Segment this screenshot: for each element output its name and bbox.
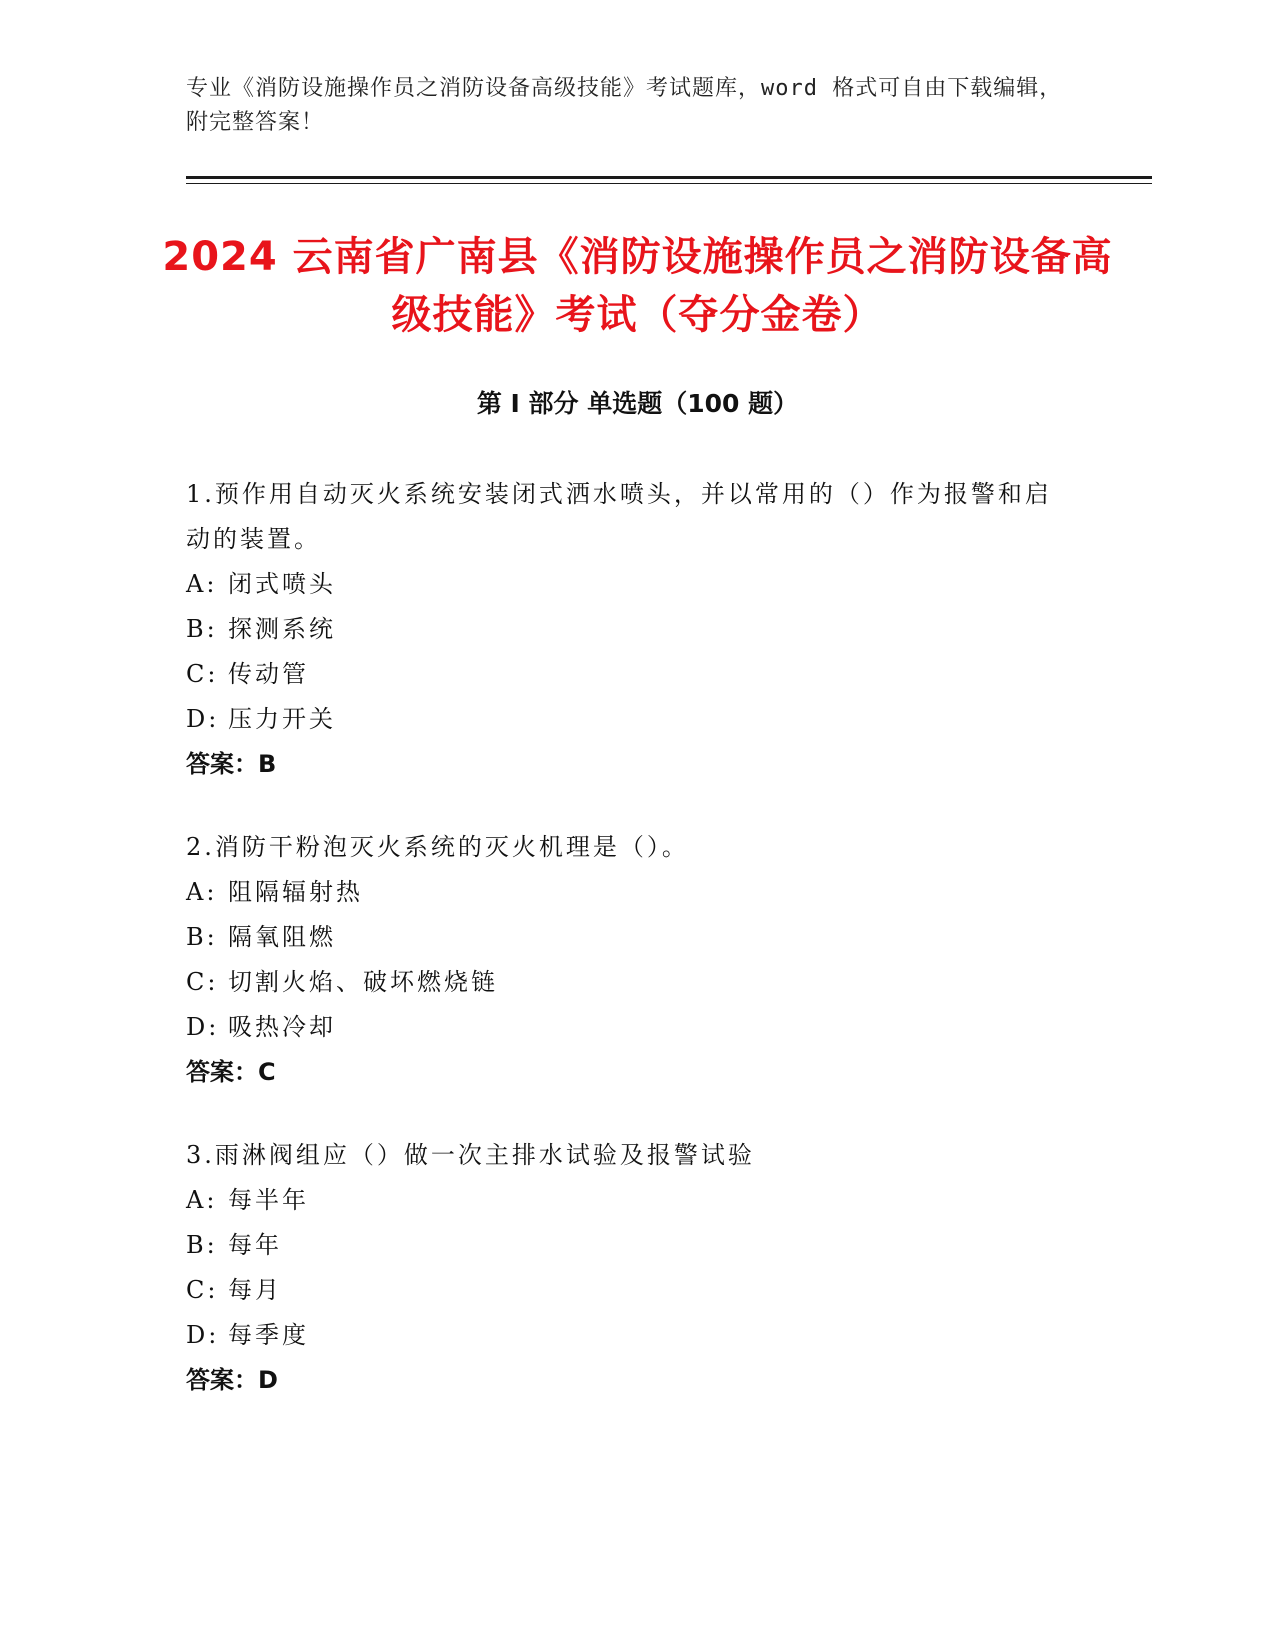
question-1 [186, 472, 1066, 787]
document-header-note: 专业《消防设施操作员之消防设备高级技能》考试题库，word 格式可自由下载编辑，附完整答案！ [186, 76, 1063, 135]
option-key: A: [186, 1186, 218, 1214]
option-b [186, 607, 1066, 652]
option-b [186, 915, 1066, 960]
option-d [186, 1313, 1066, 1358]
option-text: 闭式喷头 [228, 570, 336, 598]
option-key: B: [186, 1231, 218, 1259]
answer-line: 答案：B [186, 750, 277, 778]
header-divider-thick [186, 176, 1152, 179]
option-key: D: [186, 1013, 220, 1041]
answer-line: 答案：D [186, 1366, 278, 1394]
option-key: C: [186, 968, 219, 996]
option-text: 探测系统 [228, 615, 336, 643]
option-key: D: [186, 1321, 220, 1349]
option-key: C: [186, 1276, 219, 1304]
option-text: 传动管 [228, 660, 309, 688]
option-key: C: [186, 660, 219, 688]
option-text: 阻隔辐射热 [228, 878, 363, 906]
option-b [186, 1223, 1066, 1268]
option-text: 隔氧阻燃 [228, 923, 336, 951]
question-list [186, 472, 1066, 1441]
option-c [186, 652, 1066, 697]
option-text: 每半年 [228, 1186, 309, 1214]
question-stem: 1.预作用自动灭火系统安装闭式洒水喷头，并以常用的（）作为报警和启动的装置。 [186, 480, 1052, 553]
question-2 [186, 825, 1066, 1095]
option-text: 每季度 [228, 1321, 309, 1349]
option-key: A: [186, 570, 218, 598]
option-text: 每年 [228, 1231, 282, 1259]
option-text: 每月 [228, 1276, 282, 1304]
question-stem: 2.消防干粉泡灭火系统的灭火机理是（）。 [186, 833, 689, 861]
header-divider-thin [186, 183, 1152, 184]
option-d [186, 1005, 1066, 1050]
option-a [186, 1178, 1066, 1223]
question-3 [186, 1133, 1066, 1403]
option-c [186, 1268, 1066, 1313]
option-d [186, 697, 1066, 742]
option-a [186, 870, 1066, 915]
document-title: 2024 云南省广南县《消防设施操作员之消防设备高级技能》考试（夺分金卷） [162, 234, 1113, 338]
option-text: 切割火焰、破坏燃烧链 [228, 968, 498, 996]
option-text: 压力开关 [228, 705, 336, 733]
option-key: D: [186, 705, 220, 733]
question-stem: 3.雨淋阀组应（）做一次主排水试验及报警试验 [186, 1141, 755, 1169]
option-key: B: [186, 615, 218, 643]
option-key: A: [186, 878, 218, 906]
option-c [186, 960, 1066, 1005]
answer-line: 答案：C [186, 1058, 276, 1086]
option-a [186, 562, 1066, 607]
option-key: B: [186, 923, 218, 951]
option-text: 吸热冷却 [228, 1013, 336, 1041]
section-heading: 第 I 部分 单选题（100 题） [476, 389, 799, 418]
